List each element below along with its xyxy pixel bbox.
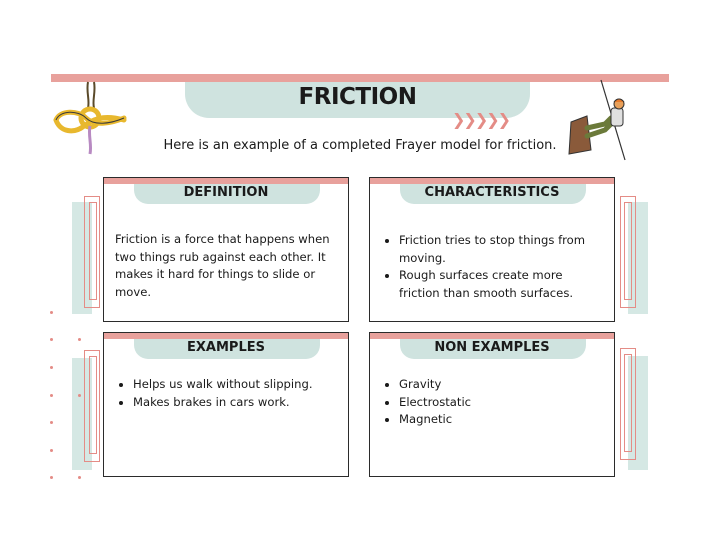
rope-knot-icon xyxy=(50,80,132,158)
decorative-frame xyxy=(624,202,632,300)
definition-title: DEFINITION xyxy=(183,185,269,200)
list-item: • Gravity xyxy=(399,376,606,394)
decorative-dot xyxy=(50,476,53,479)
page-subtitle: Here is an example of a completed Frayer model for friction. xyxy=(163,138,557,153)
definition-card xyxy=(103,177,349,322)
climber-illustration xyxy=(565,78,645,163)
decorative-dot xyxy=(50,338,53,341)
decorative-dot xyxy=(50,421,53,424)
examples-title: EXAMPLES xyxy=(187,340,265,355)
list-item: • Friction tries to stop things from moving. xyxy=(399,232,606,267)
list-item: • Electrostatic xyxy=(399,394,606,412)
definition-text: Friction is a force that happens when two things rub against each other. It makes it hard for things to slide or move. xyxy=(115,232,330,299)
decorative-dot xyxy=(50,394,53,397)
list-item: • Helps us walk without slipping. xyxy=(133,376,340,394)
decorative-dot xyxy=(50,366,53,369)
decorative-dot xyxy=(78,394,81,397)
decorative-dot xyxy=(78,338,81,341)
decorative-dot xyxy=(50,449,53,452)
decorative-dot xyxy=(78,476,81,479)
non-examples-list xyxy=(381,376,606,429)
decorative-frame xyxy=(624,354,632,452)
decorative-frame xyxy=(89,356,97,454)
characteristics-list xyxy=(381,232,606,302)
page-title: FRICTION xyxy=(298,84,417,110)
examples-card xyxy=(103,332,349,477)
characteristics-title: CHARACTERISTICS xyxy=(424,185,560,200)
decorative-frame xyxy=(89,202,97,300)
examples-list xyxy=(115,376,340,411)
decorative-dot xyxy=(50,311,53,314)
list-item: • Makes brakes in cars work. xyxy=(133,394,340,412)
list-item: • Magnetic xyxy=(399,411,606,429)
characteristics-card xyxy=(369,177,615,322)
list-item: • Rough surfaces create more friction than smooth surfaces. xyxy=(399,267,606,302)
non-examples-title: NON EXAMPLES xyxy=(434,340,550,355)
non-examples-card xyxy=(369,332,615,477)
chevron-arrows-icon: ❯❯❯❯❯ xyxy=(452,110,510,129)
